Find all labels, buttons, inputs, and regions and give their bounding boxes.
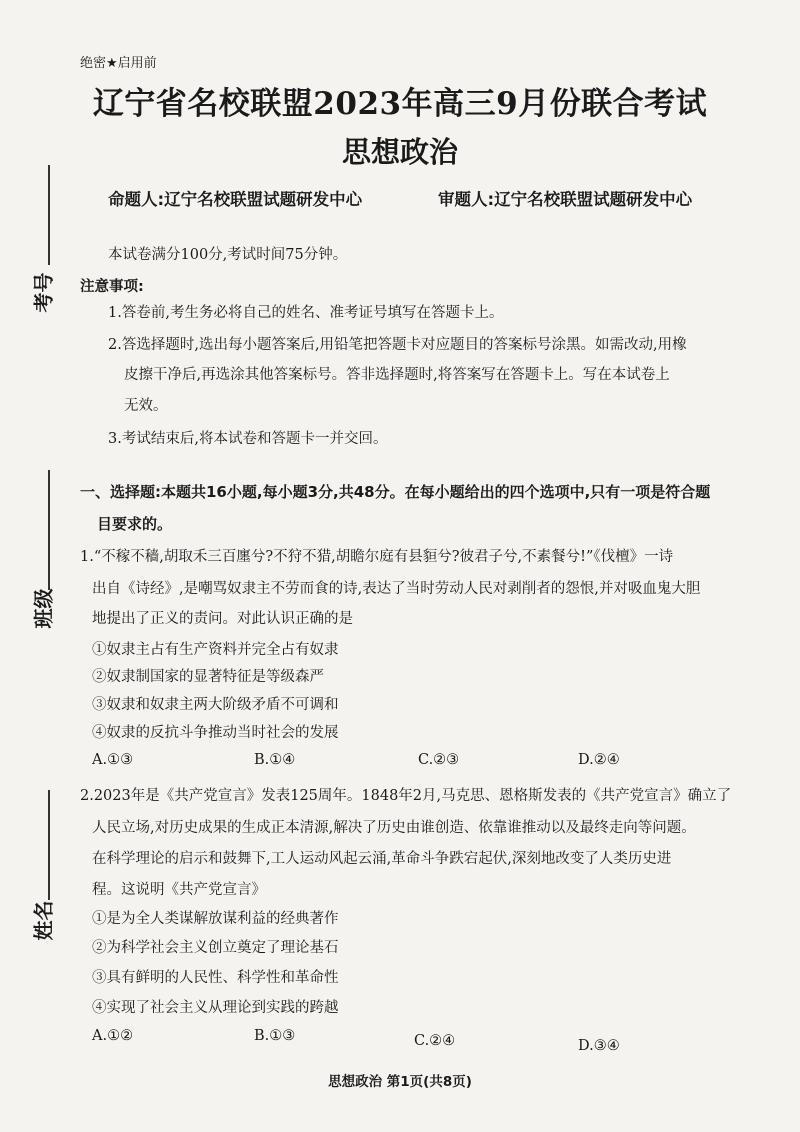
- exam-intro: 本试卷满分100分,考试时间75分钟。: [108, 247, 348, 263]
- secret-mark: 绝密★启用前: [80, 56, 157, 71]
- question-1-option-b: B.①④: [254, 752, 296, 768]
- question-2-stem: 2.2023年是《共产党宣言》发表125周年。1848年2月,马克思、恩格斯发表的《共产党宣言》确立了: [80, 788, 732, 804]
- question-2-option-a: A.①②: [92, 1028, 134, 1044]
- question-1-option-d: D.②④: [578, 752, 620, 768]
- question-2-option-b: B.①③: [254, 1028, 296, 1044]
- question-2-stem: 程。这说明《共产党宣言》: [92, 882, 266, 898]
- notice-item-2-cont: 皮擦干净后,再选涂其他答案标号。答非选择题时,将答案写在答题卡上。写在本试卷上: [124, 367, 670, 383]
- notice-item-3: 3.考试结束后,将本试卷和答题卡一并交回。: [108, 431, 388, 447]
- class-label: 班级: [31, 588, 56, 629]
- question-1-statement: ①奴隶主占有生产资料并完全占有奴隶: [92, 642, 339, 658]
- question-2-stem: 在科学理论的启示和鼓舞下,工人运动风起云涌,革命斗争跌宕起伏,深刻地改变了人类历史进: [92, 851, 672, 867]
- question-reviewer: 审题人:辽宁名校联盟试题研发中心: [438, 190, 693, 209]
- question-1-stem: 1.“不稼不穑,胡取禾三百廛兮?不狩不猎,胡瞻尔庭有县貆兮?彼君子兮,不素餐兮!”《伐檀》一诗: [80, 549, 674, 565]
- exam-no-line: [48, 165, 50, 265]
- page-footer: 思想政治 第1页(共8页): [328, 1074, 472, 1090]
- notice-item-2-cont: 无效。: [124, 398, 168, 414]
- question-2-statement: ②为科学社会主义创立奠定了理论基石: [92, 940, 339, 956]
- exam-no-label: 考号: [31, 272, 56, 313]
- question-1-statement: ③奴隶和奴隶主两大阶级矛盾不可调和: [92, 697, 339, 713]
- question-1-option-c: C.②③: [418, 752, 460, 768]
- question-1-option-a: A.①③: [92, 752, 134, 768]
- notice-item-1: 1.答卷前,考生务必将自己的姓名、准考证号填写在答题卡上。: [108, 305, 504, 321]
- question-setter: 命题人:辽宁名校联盟试题研发中心: [108, 190, 363, 209]
- question-2-statement: ④实现了社会主义从理论到实践的跨越: [92, 1000, 339, 1016]
- question-1-stem: 地提出了正义的责问。对此认识正确的是: [92, 611, 353, 627]
- question-2-statement: ③具有鲜明的人民性、科学性和革命性: [92, 970, 339, 986]
- notice-heading: 注意事项:: [80, 279, 144, 295]
- question-2-stem: 人民立场,对历史成果的生成正本清源,解决了历史由谁创造、依靠谁推动以及最终走向等问题。: [92, 820, 696, 836]
- notice-item-2: 2.答选择题时,选出每小题答案后,用铅笔把答题卡对应题目的答案标号涂黑。如需改动,用橡: [108, 337, 687, 353]
- name-line: [48, 790, 50, 900]
- exam-title: 辽宁省名校联盟2023年高三9月份联合考试: [92, 86, 708, 122]
- question-2-option-c: C.②④: [414, 1033, 456, 1049]
- question-1-statement: ②奴隶制国家的显著特征是等级森严: [92, 669, 324, 685]
- question-2-option-d: D.③④: [578, 1038, 620, 1054]
- class-line: [48, 470, 50, 590]
- question-1-statement: ④奴隶的反抗斗争推动当时社会的发展: [92, 725, 339, 741]
- question-2-statement: ①是为全人类谋解放谋利益的经典著作: [92, 911, 339, 927]
- question-1-stem: 出自《诗经》,是嘲骂奴隶主不劳而食的诗,表达了当时劳动人民对剥削者的怨恨,并对吸血鬼大胆: [92, 581, 701, 597]
- subject-title: 思想政治: [341, 135, 458, 169]
- section-heading: 一、选择题:本题共16小题,每小题3分,共48分。在每小题给出的四个选项中,只有一项是符合题: [80, 483, 711, 501]
- name-label: 姓名: [31, 900, 56, 941]
- section-heading-cont: 目要求的。: [97, 515, 173, 533]
